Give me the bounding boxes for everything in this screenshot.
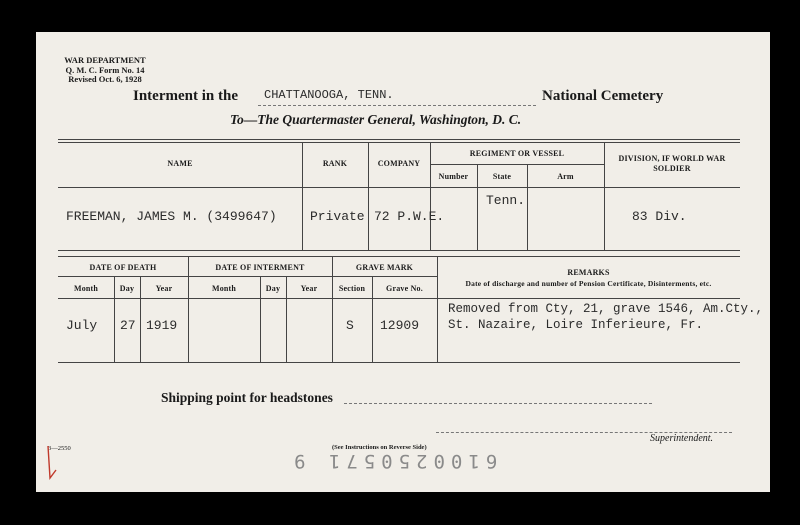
interment-year-header: Year [300, 284, 318, 293]
table2-header-rule [58, 298, 740, 299]
state-header: State [492, 172, 512, 181]
arm-header: Arm [557, 172, 574, 181]
company-header: COMPANY [377, 159, 421, 168]
death-year-header: Year [155, 284, 173, 293]
soldier-state: Tenn. [486, 193, 526, 208]
cemetery-name: CHATTANOOGA, TENN. [264, 88, 394, 102]
remarks-line1: Removed from Cty, 21, grave 1546, Am.Cty., [448, 302, 764, 316]
table1-bottom-rule [58, 250, 740, 251]
shipping-label: Shipping point for headstones [161, 390, 333, 405]
death-month: July [66, 318, 98, 333]
date-of-death-header: DATE OF DEATH [89, 263, 157, 272]
soldier-division: 83 Div. [632, 209, 687, 224]
grave-section: S [346, 318, 354, 333]
death-year: 1919 [146, 318, 178, 333]
remarks-header: REMARKS [567, 268, 610, 277]
superintendent-label: Superintendent. [650, 433, 714, 444]
name-header: NAME [167, 159, 193, 168]
date-of-interment-header: DATE OF INTERMENT [215, 263, 305, 272]
death-day: 27 [120, 318, 136, 333]
form-header [50, 56, 160, 85]
grave-mark-header: GRAVE MARK [355, 263, 414, 272]
grave-number: 12909 [380, 318, 420, 333]
interment-card [36, 32, 770, 492]
title-suffix: National Cemetery [542, 88, 664, 104]
table2-bottom-rule [58, 362, 740, 363]
soldier-rank: Private [310, 209, 365, 224]
death-month-header: Month [73, 284, 99, 293]
department-label: WAR DEPARTMENT [64, 55, 146, 65]
form-code: 3—2550 [48, 445, 71, 452]
division-header-line1: DIVISION, IF WORLD WAR [618, 154, 726, 163]
serial-stamp: 6100250571 9 [288, 450, 498, 472]
table1-top-rule-2 [58, 142, 740, 143]
form-number: Q. M. C. Form No. 14 [65, 64, 145, 75]
remarks-line2: St. Nazaire, Loire Inferieure, Fr. [448, 318, 704, 332]
regiment-left-divider [430, 142, 431, 250]
section-header: Section [338, 284, 366, 293]
soldier-name: FREEMAN, JAMES M. (3499647) [66, 209, 277, 224]
regiment-header: REGIMENT OR VESSEL [469, 149, 565, 158]
title-prefix: Interment in the [133, 88, 238, 104]
table2-top-rule [58, 256, 740, 257]
grave-no-header: Grave No. [386, 284, 423, 293]
remarks-subheader: Date of discharge and number of Pension Certificate, Disinterments, etc. [465, 279, 712, 288]
cemetery-underline [258, 105, 536, 106]
addressee-line: To—The Quartermaster General, Washington, D. C. [230, 112, 522, 127]
soldier-company: 72 P.W.E. [374, 209, 445, 224]
division-header [604, 154, 740, 174]
regiment-divider [430, 164, 604, 165]
interment-day-header: Day [265, 284, 281, 293]
table1-header-rule [58, 187, 740, 188]
interment-month-header: Month [211, 284, 237, 293]
death-day-header: Day [119, 284, 135, 293]
red-check-mark-icon [44, 444, 58, 484]
rank-header: RANK [322, 159, 348, 168]
division-header-line2: SOLDIER [653, 164, 691, 173]
instructions-note: (See Instructions on Reverse Side) [332, 444, 427, 451]
table1-top-rule [58, 139, 740, 140]
number-header: Number [438, 172, 469, 181]
revised-date: Revised Oct. 6, 1928 [68, 74, 142, 84]
shipping-underline [344, 403, 652, 404]
